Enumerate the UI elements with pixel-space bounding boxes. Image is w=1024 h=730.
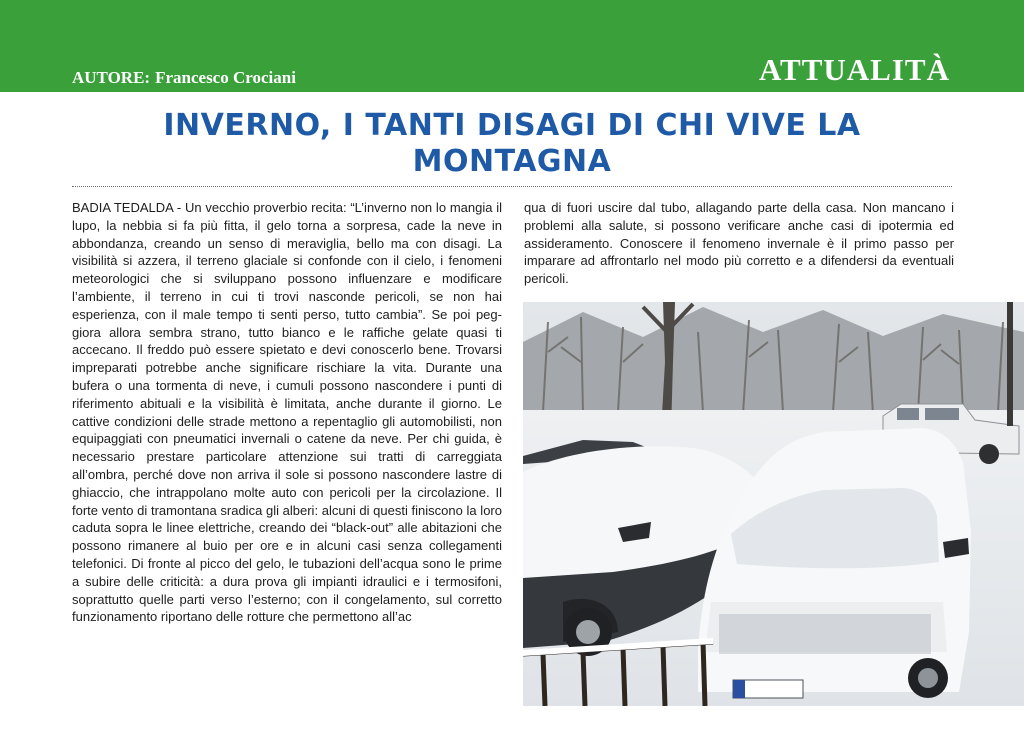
headline-line-2: MONTAGNA — [412, 144, 612, 179]
author-label: AUTORE: — [72, 68, 151, 87]
author-name: Francesco Crociani — [155, 68, 296, 87]
dotted-divider — [72, 186, 952, 187]
headline-line-1: INVERNO, I TANTI DISAGI DI CHI VIVE LA — [163, 108, 861, 143]
section-title: ATTUALITÀ — [758, 52, 950, 87]
article-column-right — [524, 199, 954, 291]
article-column-left — [72, 199, 502, 709]
body-text-right: qua di fuori uscire dal tubo, allagando parte della casa. Non mancano i problemi alla salute, si possono verificare anche casi di ipotermia ed assideramento. Conoscere il fenomeno invernale è il primo passo per imparare ad affrontarlo nel modo più corretto e a difendersi da eventuali pericoli. — [524, 200, 954, 287]
snow-cars-photo — [523, 302, 1024, 706]
dateline: BADIA TEDALDA - — [72, 200, 185, 215]
author-byline — [72, 68, 296, 88]
body-text-left: Un vecchio proverbio recita: “L’inverno non lo mangia il lupo, la nebbia si fa più fitta, il gelo torna a sorpresa, cade la neve in abbondanza, creando un senso di meraviglia, bello ma con disagi. La visibilità si azzera, il terreno glaciale si confonde con il cielo, i fenomeni meteorologici che si sviluppano possono influenzare e modificare l’ambiente, il terreno in cui ti trovi nasconde pericoli, se non hai esperienza, con il male tempo ti senti perso, tutto cambia”. Se poi peggiora allora sembra strano, tutto bianco e le raffiche gelate quasi ti accecano. Il freddo può essere spietato e devi conoscerlo bene. Trovarsi impreparati potrebbe anche significare rischiare la vita. Durante una bufera o una tormenta di neve, i cumuli possono nascondere i punti di riferimento abituali e la visibilità è limitata, anche durante il giorno. Le cattive condizioni delle strade mettono a repentaglio gli automobilisti, non equipaggiati con pneumatici invernali o catene da neve. Per chi guida, è necessario prestare particolare attenzione sui tratti di carreggiata all’ombra, perché dove non arriva il sole si possono nascondere lastre di ghiaccio, che intrappolano molte auto con pericoli per la circolazione. Il forte vento di tramontana sradica gli alberi: alcuni di questi finiscono la loro caduta sopra le linee elettriche, creando dei “black-out” alle abitazioni che possono rimanere al buio per ore e in alcuni casi senza collegamenti telefonici. Di fronte al picco del gelo, le tubazioni dell’acqua sono le prime a subire delle criticità: a dura prova gli impianti idraulici e i termosifoni, soprattutto quelle parti verso l’esterno; con il congelamento, sul corretto funzionamento riportano delle rotture che permettono all’ac — [72, 200, 502, 625]
article-headline — [70, 108, 954, 180]
